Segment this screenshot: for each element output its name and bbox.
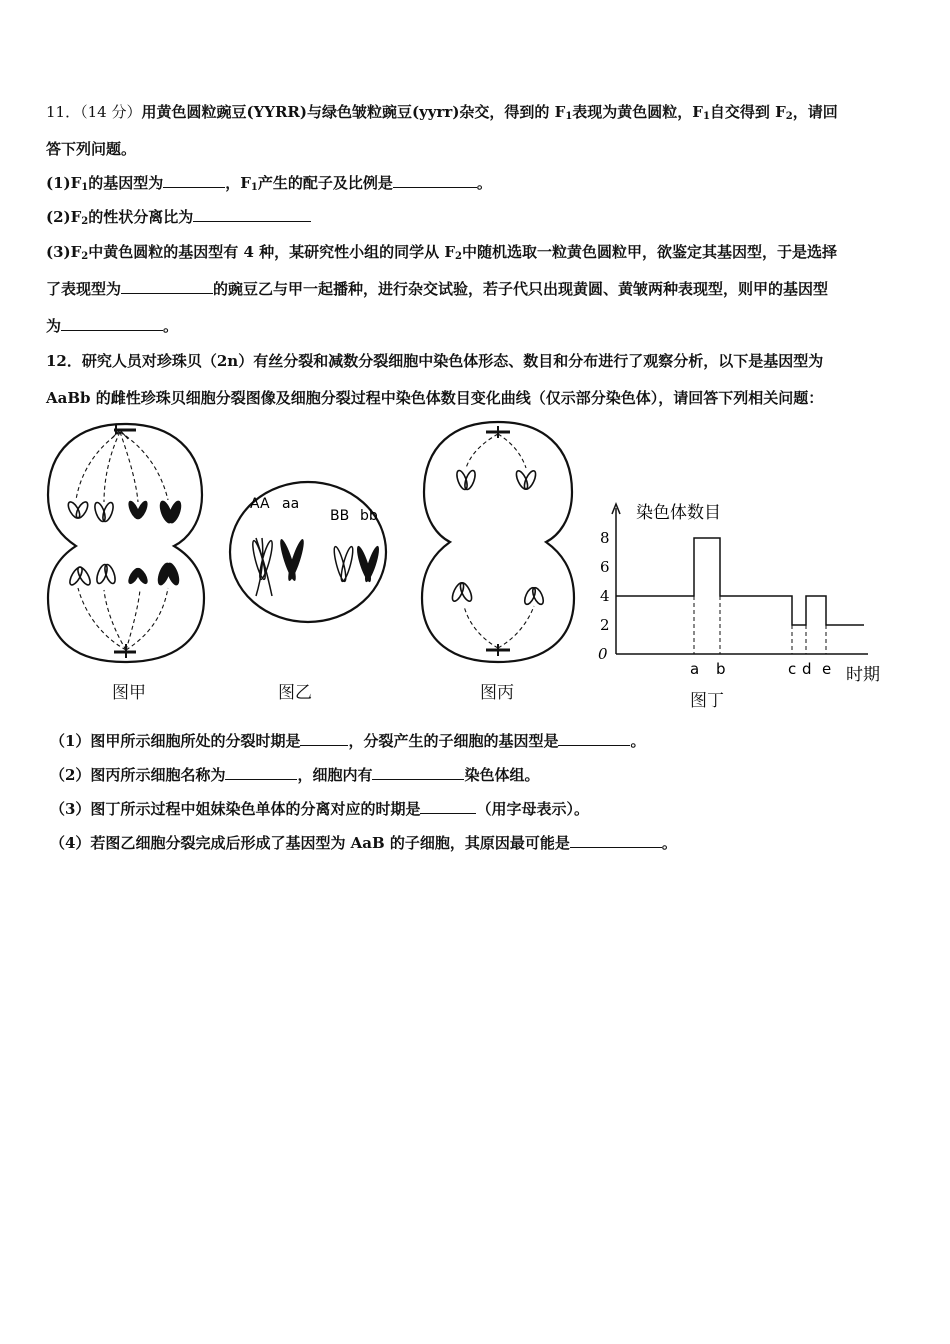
x-tick-label: e [822, 660, 832, 678]
answer-blank[interactable] [372, 765, 464, 780]
x-tick-label: d [802, 660, 812, 678]
q11-text: 。 [476, 174, 492, 192]
y-axis-label: 染色体数目 [636, 503, 721, 523]
answer-blank[interactable] [163, 173, 225, 188]
q11-text: 自交得到 F [709, 103, 786, 121]
q12-sub-1 [50, 731, 645, 751]
allele-label: bb [360, 508, 378, 524]
figure-jia [44, 420, 206, 666]
q11-text: ，F [225, 174, 251, 192]
q12-line-1: 12．研究人员对珍珠贝（2n）有丝分裂和减数分裂细胞中染色体形态、数目和分布进行了观察分析，以下是基因型为 [46, 352, 824, 370]
q12-text: 。 [661, 834, 677, 852]
q11-text: (3)F [46, 243, 82, 261]
x-tick-label: b [716, 660, 726, 678]
q12-sub-3 [50, 799, 589, 819]
answer-blank[interactable] [570, 833, 662, 848]
q11-text: 用黄色圆粒豌豆(YYRR)与绿色皱粒豌豆(yyrr)杂交，得到的 F [141, 103, 566, 121]
answer-blank[interactable] [193, 207, 311, 222]
y-tick-label: 4 [600, 587, 610, 605]
answer-blank[interactable] [121, 279, 213, 294]
q11-part-3-line-2 [46, 279, 828, 299]
q12-text: 染色体组。 [464, 766, 540, 784]
q11-part-3-line-1 [46, 242, 837, 267]
allele-label: BB [330, 508, 350, 524]
q12-text: （用字母表示）。 [476, 800, 589, 818]
q12-text: （4）若图乙细胞分裂完成后形成了基因型为 AaB 的子细胞，其原因最可能是 [50, 834, 570, 852]
x-tick-label: a [690, 660, 700, 678]
caption-jia: 图甲 [112, 683, 146, 703]
subscript: 2 [81, 216, 89, 227]
q11-number: 11． [46, 103, 81, 121]
q11-text: (1)F [46, 174, 82, 192]
q11-text: 。 [163, 317, 179, 335]
subscript: 1 [250, 182, 258, 193]
q11-text: ，请回 [792, 103, 838, 121]
x-tick-label: c [788, 660, 797, 678]
answer-blank[interactable] [420, 799, 476, 814]
y-tick-label: 6 [600, 558, 610, 576]
figure-yi [226, 478, 390, 626]
q11-text: (2)F [46, 208, 82, 226]
q11-text: 的基因型为 [88, 174, 164, 192]
q12-text: ，分裂产生的子细胞的基因型是 [348, 732, 559, 750]
subscript: 1 [565, 111, 573, 122]
y-tick-label: 2 [600, 616, 610, 634]
q11-text: 的豌豆乙与甲一起播种，进行杂交试验，若子代只出现黄圆、黄皱两种表现型，则甲的基因型 [213, 280, 829, 298]
q12-text: （2）图丙所示细胞名称为 [50, 766, 226, 784]
q11-text: 中黄色圆粒的基因型有 4 种，某研究性小组的同学从 F [88, 243, 456, 261]
q11-line-1 [46, 102, 838, 127]
q12-text: ，细胞内有 [297, 766, 373, 784]
q12-sub-4 [50, 833, 677, 853]
allele-label: AA [250, 496, 270, 512]
q11-part-1 [46, 173, 492, 198]
answer-blank[interactable] [558, 731, 630, 746]
q11-text: 的性状分离比为 [88, 208, 194, 226]
subscript: 2 [785, 111, 793, 122]
q11-text: 表现为黄色圆粒，F [572, 103, 703, 121]
q12-text: （1）图甲所示细胞所处的分裂时期是 [50, 732, 301, 750]
caption-ding: 图丁 [690, 691, 724, 711]
subscript: 1 [81, 182, 89, 193]
q12-text: 。 [630, 732, 646, 750]
figure-bing [418, 418, 578, 666]
q11-text: 了表现型为 [46, 280, 122, 298]
q11-line-2: 答下列问题。 [46, 140, 137, 158]
q12-text: （3）图丁所示过程中姐妹染色单体的分离对应的时期是 [50, 800, 421, 818]
chromosome-count-series [616, 538, 864, 625]
q11-text: 产生的配子及比例是 [257, 174, 393, 192]
answer-blank[interactable] [61, 316, 163, 331]
figure-ding-chart [598, 498, 908, 688]
subscript: 2 [81, 251, 89, 262]
q11-part-3-line-3 [46, 316, 178, 336]
answer-blank[interactable] [393, 173, 477, 188]
y-tick-label: 0 [598, 645, 608, 663]
caption-yi: 图乙 [278, 683, 312, 703]
q12-sub-2 [50, 765, 539, 785]
q11-score: （14 分） [80, 103, 142, 121]
x-axis-label: 时期 [846, 665, 880, 685]
q11-text: 中随机选取一粒黄色圆粒甲，欲鉴定其基因型，于是选择 [461, 243, 837, 261]
y-tick-label: 8 [600, 529, 610, 547]
caption-bing: 图丙 [480, 683, 514, 703]
q11-part-2 [46, 207, 311, 232]
q11-text: 为 [46, 317, 62, 335]
allele-label: aa [282, 496, 300, 512]
subscript: 2 [455, 251, 462, 262]
answer-blank[interactable] [225, 765, 297, 780]
q12-line-2: AaBb 的雌性珍珠贝细胞分裂图像及细胞分裂过程中染色体数目变化曲线（仅示部分染色体），请回答下列相关问题： [46, 389, 824, 407]
answer-blank[interactable] [300, 731, 348, 746]
subscript: 1 [702, 111, 710, 122]
